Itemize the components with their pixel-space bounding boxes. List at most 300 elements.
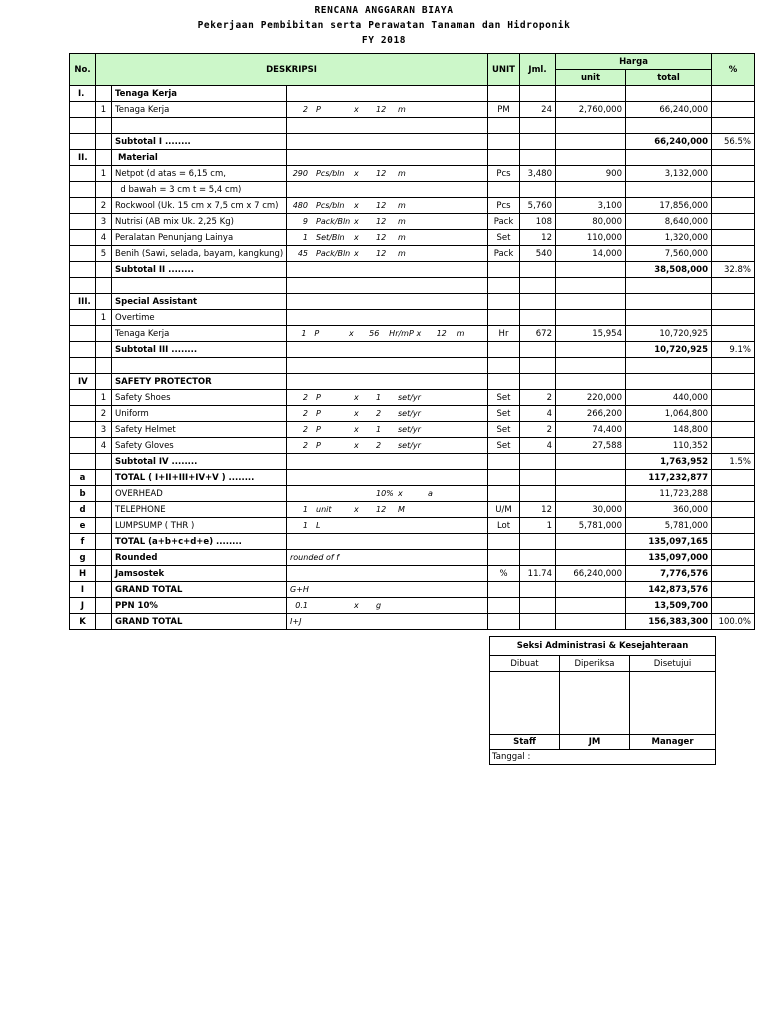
cell-percent: 100.0% (712, 614, 755, 630)
cell-unit (488, 470, 520, 486)
calc-part: 12 (436, 328, 447, 338)
calc-part: x (354, 104, 359, 114)
cell-unit: PM (488, 102, 520, 118)
table-row (70, 614, 755, 630)
cell-calculation (287, 150, 488, 166)
cell-unit (488, 278, 520, 294)
calc-part: 12 (376, 168, 387, 178)
cell-total (626, 118, 712, 134)
cell-unit-price: 266,200 (556, 406, 626, 422)
calc-part: 1 (302, 520, 308, 530)
header-pct: % (712, 54, 755, 86)
cell-unit (488, 342, 520, 358)
table-row (70, 454, 755, 470)
table-row (70, 86, 755, 102)
cell-description: Rockwool (Uk. 15 cm x 7,5 cm x 7 cm) (112, 198, 287, 214)
table-row (70, 470, 755, 486)
signature-role-jm: JM (560, 735, 630, 750)
cell-no (96, 566, 112, 582)
cell-unit (488, 550, 520, 566)
cell-qty (520, 278, 556, 294)
cell-calculation (287, 614, 488, 630)
cell-calculation (287, 134, 488, 150)
table-row (70, 502, 755, 518)
cell-total (626, 294, 712, 310)
cell-description: Safety Gloves (112, 438, 287, 454)
document-subtitle: Pekerjaan Pembibitan serta Perawatan Tanaman dan Hidroponik (197, 20, 571, 31)
cell-unit: Pack (488, 246, 520, 262)
calc-part: m (398, 248, 406, 258)
cell-section: J (70, 598, 96, 614)
calc-part: 1 (301, 328, 307, 338)
calc-part: 2 (302, 408, 308, 418)
cell-unit: Set (488, 230, 520, 246)
cell-total: 13,509,700 (626, 598, 712, 614)
table-row (70, 390, 755, 406)
cell-description: TELEPHONE (112, 502, 287, 518)
cell-section: H (70, 566, 96, 582)
cell-no (96, 278, 112, 294)
calc-part: set/yr (398, 408, 421, 418)
cell-calculation (287, 534, 488, 550)
calc-part: 10% (376, 488, 394, 498)
table-row (70, 134, 755, 150)
table-row (70, 534, 755, 550)
table-row (70, 550, 755, 566)
calc-part: m (398, 200, 406, 210)
cell-percent (712, 278, 755, 294)
cell-unit-price: 74,400 (556, 422, 626, 438)
calc-part: 1 (376, 392, 382, 402)
calc-part: 12 (376, 200, 387, 210)
cell-no (96, 454, 112, 470)
cell-description (112, 278, 287, 294)
cell-no (96, 470, 112, 486)
calc-part: m (398, 104, 406, 114)
cell-unit-price (556, 134, 626, 150)
table-row (70, 246, 755, 262)
cell-unit (488, 598, 520, 614)
cell-calculation (287, 358, 488, 374)
cell-percent (712, 470, 755, 486)
cell-calculation (287, 422, 488, 438)
cell-calculation (287, 230, 488, 246)
cell-section (70, 102, 96, 118)
signature-box (489, 636, 716, 765)
cell-qty (520, 150, 556, 166)
cell-unit: Set (488, 406, 520, 422)
header-unit: UNIT (488, 54, 520, 86)
cell-unit-price (556, 294, 626, 310)
calc-part: x (416, 328, 422, 338)
cell-qty (520, 182, 556, 198)
cell-total: 66,240,000 (626, 102, 712, 118)
header-jml: Jml. (520, 54, 556, 86)
cell-qty (520, 358, 556, 374)
cell-no (96, 342, 112, 358)
calc-part: set/yr (398, 440, 421, 450)
calc-part: a (428, 488, 433, 498)
cell-unit-price: 66,240,000 (556, 566, 626, 582)
cell-total: 110,352 (626, 438, 712, 454)
cell-unit-price (556, 182, 626, 198)
cell-description: Peralatan Penunjang Lainya (112, 230, 287, 246)
cell-unit-price (556, 582, 626, 598)
cell-total: 3,132,000 (626, 166, 712, 182)
calc-part: Pack/Bln (316, 216, 351, 226)
signature-space-jm[interactable] (560, 672, 630, 735)
cell-calculation (287, 438, 488, 454)
cell-total: 1,320,000 (626, 230, 712, 246)
cell-total: 38,508,000 (626, 262, 712, 278)
calc-part: m (456, 328, 465, 338)
calc-part: x (354, 200, 359, 210)
cell-description: PPN 10% (112, 598, 287, 614)
cell-no (96, 326, 112, 342)
cell-description: Safety Helmet (112, 422, 287, 438)
cell-description: Tenaga Kerja (112, 86, 287, 102)
table-row (70, 182, 755, 198)
cell-unit-price (556, 150, 626, 166)
cell-unit (488, 582, 520, 598)
cell-description: Subtotal IV ........ (112, 454, 287, 470)
cell-percent (712, 534, 755, 550)
cell-unit (488, 150, 520, 166)
cell-section (70, 390, 96, 406)
calc-part: m (398, 232, 406, 242)
cell-description: Material (112, 150, 287, 166)
calc-part: 9 (302, 216, 308, 226)
header-harga-unit: unit (556, 70, 626, 86)
cell-description: Benih (Sawi, selada, bayam, kangkung) (112, 246, 287, 262)
cell-unit (488, 454, 520, 470)
calc-part: 1 (302, 504, 308, 514)
cell-unit: Lot (488, 518, 520, 534)
cell-calculation (287, 470, 488, 486)
cell-qty: 5,760 (520, 198, 556, 214)
cell-percent (712, 502, 755, 518)
cell-calculation (287, 454, 488, 470)
cell-no (96, 134, 112, 150)
table-row (70, 214, 755, 230)
cell-description: GRAND TOTAL (112, 614, 287, 630)
cell-description: Subtotal I ........ (112, 134, 287, 150)
calc-part: 12 (376, 232, 387, 242)
calc-part: 12 (376, 504, 387, 514)
cell-section (70, 454, 96, 470)
cell-percent (712, 550, 755, 566)
signature-space-manager[interactable] (630, 672, 716, 735)
cell-section: g (70, 550, 96, 566)
cell-section (70, 422, 96, 438)
calc-part: 2 (376, 408, 382, 418)
cell-percent (712, 310, 755, 326)
cell-section: IV (70, 374, 96, 390)
table-row (70, 166, 755, 182)
cell-description: TOTAL (a+b+c+d+e) ........ (112, 534, 287, 550)
calc-part: x (354, 232, 359, 242)
signature-date: Tanggal : (490, 750, 716, 765)
cell-percent (712, 486, 755, 502)
cell-unit (488, 310, 520, 326)
table-row (70, 374, 755, 390)
cell-total: 360,000 (626, 502, 712, 518)
cell-section (70, 358, 96, 374)
calc-part: 0.1 (295, 600, 308, 610)
cell-unit-price: 110,000 (556, 230, 626, 246)
cell-calculation (287, 486, 488, 502)
calc-part: 12 (376, 216, 387, 226)
cell-total: 156,383,300 (626, 614, 712, 630)
calc-part: x (354, 216, 359, 226)
cell-calculation (287, 326, 488, 342)
cell-total (626, 86, 712, 102)
cell-no (96, 502, 112, 518)
cell-unit-price: 80,000 (556, 214, 626, 230)
cell-calculation (287, 214, 488, 230)
table-row (70, 278, 755, 294)
calc-part: P (316, 392, 321, 402)
cell-section: III. (70, 294, 96, 310)
cell-unit-price (556, 374, 626, 390)
document-year: FY 2018 (361, 35, 407, 46)
cell-calculation (287, 502, 488, 518)
calc-part: m (398, 168, 406, 178)
calc-part: unit (316, 504, 332, 514)
cell-description: Subtotal II ........ (112, 262, 287, 278)
cell-unit-price (556, 342, 626, 358)
cell-percent (712, 166, 755, 182)
cell-unit-price: 5,781,000 (556, 518, 626, 534)
cell-qty: 540 (520, 246, 556, 262)
cell-percent (712, 518, 755, 534)
calc-part: P (316, 104, 321, 114)
cell-unit (488, 534, 520, 550)
cell-section (70, 198, 96, 214)
cell-no (96, 518, 112, 534)
cell-description: Special Assistant (112, 294, 287, 310)
cell-percent: 1.5% (712, 454, 755, 470)
cell-section (70, 230, 96, 246)
cell-qty (520, 486, 556, 502)
cell-no: 2 (96, 198, 112, 214)
cell-calculation (287, 294, 488, 310)
cell-percent: 9.1% (712, 342, 755, 358)
cell-percent (712, 230, 755, 246)
cell-section (70, 406, 96, 422)
calc-part: Pack/Bln (316, 248, 351, 258)
cell-no (96, 150, 112, 166)
cell-total: 17,856,000 (626, 198, 712, 214)
cell-no (96, 86, 112, 102)
cell-calculation (287, 310, 488, 326)
calc-part: x (354, 424, 359, 434)
cell-qty (520, 454, 556, 470)
calc-part: x (354, 168, 359, 178)
signature-space-staff[interactable] (490, 672, 560, 735)
cell-description: Subtotal III ........ (112, 342, 287, 358)
cell-qty: 4 (520, 406, 556, 422)
calc-part: 2 (302, 392, 308, 402)
table-row (70, 358, 755, 374)
cell-total: 148,800 (626, 422, 712, 438)
cell-description: Netpot (d atas = 6,15 cm, (112, 166, 287, 182)
cell-section (70, 166, 96, 182)
cell-calculation (287, 86, 488, 102)
cell-no (96, 182, 112, 198)
cell-calculation (287, 518, 488, 534)
cell-section: I (70, 582, 96, 598)
cell-unit (488, 262, 520, 278)
cell-no: 1 (96, 310, 112, 326)
cell-unit (488, 614, 520, 630)
calc-part: x (354, 248, 359, 258)
cell-no: 1 (96, 102, 112, 118)
cell-percent (712, 86, 755, 102)
calc-part: set/yr (398, 424, 421, 434)
cell-no (96, 598, 112, 614)
cell-unit-price: 3,100 (556, 198, 626, 214)
cell-unit-price (556, 614, 626, 630)
cell-percent (712, 422, 755, 438)
cell-total: 7,776,576 (626, 566, 712, 582)
table-row (70, 310, 755, 326)
cell-description: Uniform (112, 406, 287, 422)
cell-section (70, 342, 96, 358)
cell-qty (520, 470, 556, 486)
cell-unit-price (556, 534, 626, 550)
header-harga-total: total (626, 70, 712, 86)
cell-no (96, 294, 112, 310)
cell-description: Tenaga Kerja (112, 102, 287, 118)
calc-part: x (354, 600, 359, 610)
cell-unit: Pack (488, 214, 520, 230)
cell-unit (488, 86, 520, 102)
calc-part: 2 (302, 424, 308, 434)
cell-percent (712, 582, 755, 598)
cell-qty (520, 374, 556, 390)
table-row (70, 566, 755, 582)
cell-unit-price (556, 278, 626, 294)
cell-no: 3 (96, 214, 112, 230)
cell-no (96, 358, 112, 374)
cell-calculation (287, 342, 488, 358)
calc-part: P (316, 424, 321, 434)
cell-percent (712, 150, 755, 166)
table-row (70, 230, 755, 246)
cell-section (70, 246, 96, 262)
table-row (70, 518, 755, 534)
cell-section (70, 262, 96, 278)
cell-qty: 2 (520, 422, 556, 438)
calc-part (316, 487, 354, 501)
calc-part: x (354, 504, 359, 514)
cell-unit (488, 486, 520, 502)
cell-unit-price: 220,000 (556, 390, 626, 406)
cell-total: 142,873,576 (626, 582, 712, 598)
cell-unit (488, 118, 520, 134)
budget-table (69, 53, 755, 630)
cell-total (626, 358, 712, 374)
cell-calculation (287, 406, 488, 422)
cell-calculation (287, 262, 488, 278)
cell-calculation (287, 550, 488, 566)
calc-formula: G+H (290, 584, 309, 594)
cell-no (96, 582, 112, 598)
calc-part: g (376, 600, 382, 610)
calc-part: Pcs/bln (316, 200, 345, 210)
cell-no (96, 614, 112, 630)
cell-qty: 2 (520, 390, 556, 406)
cell-qty (520, 534, 556, 550)
cell-no: 2 (96, 406, 112, 422)
cell-section: I. (70, 86, 96, 102)
signature-col-disetujui: Disetujui (630, 656, 716, 672)
table-row (70, 422, 755, 438)
cell-qty (520, 598, 556, 614)
table-row (70, 262, 755, 278)
cell-percent: 56.5% (712, 134, 755, 150)
cell-qty: 3,480 (520, 166, 556, 182)
cell-total: 66,240,000 (626, 134, 712, 150)
cell-section (70, 310, 96, 326)
calc-formula: I+J (290, 616, 302, 626)
cell-calculation (287, 182, 488, 198)
cell-unit (488, 182, 520, 198)
cell-percent (712, 198, 755, 214)
calc-part: Hr/mP (389, 328, 414, 338)
cell-unit: Pcs (488, 166, 520, 182)
cell-no: 4 (96, 438, 112, 454)
cell-total: 11,723,288 (626, 486, 712, 502)
cell-calculation (287, 582, 488, 598)
cell-section: f (70, 534, 96, 550)
cell-qty (520, 310, 556, 326)
cell-unit: Set (488, 390, 520, 406)
cell-percent (712, 326, 755, 342)
cell-percent (712, 438, 755, 454)
cell-unit-price: 27,588 (556, 438, 626, 454)
cell-qty: 4 (520, 438, 556, 454)
calc-part: 45 (297, 248, 308, 258)
calc-part: 12 (376, 248, 387, 258)
cell-qty: 672 (520, 326, 556, 342)
cell-no: 5 (96, 246, 112, 262)
cell-percent (712, 374, 755, 390)
cell-description: LUMPSUMP ( THR ) (112, 518, 287, 534)
cell-qty (520, 294, 556, 310)
cell-unit-price (556, 262, 626, 278)
calc-formula: rounded of f (290, 552, 340, 562)
cell-unit (488, 374, 520, 390)
cell-description: Nutrisi (AB mix Uk. 2,25 Kg) (112, 214, 287, 230)
cell-percent: 32.8% (712, 262, 755, 278)
cell-qty: 12 (520, 502, 556, 518)
calc-part: L (316, 520, 321, 530)
cell-description: TOTAL ( I+II+III+IV+V ) ........ (112, 470, 287, 486)
signature-title: Seksi Administrasi & Kesejahteraan (490, 637, 716, 656)
cell-total: 117,232,877 (626, 470, 712, 486)
cell-section (70, 326, 96, 342)
cell-qty: 108 (520, 214, 556, 230)
calc-part: M (398, 504, 405, 514)
header-no: No. (70, 54, 96, 86)
cell-description: GRAND TOTAL (112, 582, 287, 598)
cell-percent (712, 358, 755, 374)
cell-unit (488, 294, 520, 310)
cell-section: K (70, 614, 96, 630)
cell-total: 8,640,000 (626, 214, 712, 230)
